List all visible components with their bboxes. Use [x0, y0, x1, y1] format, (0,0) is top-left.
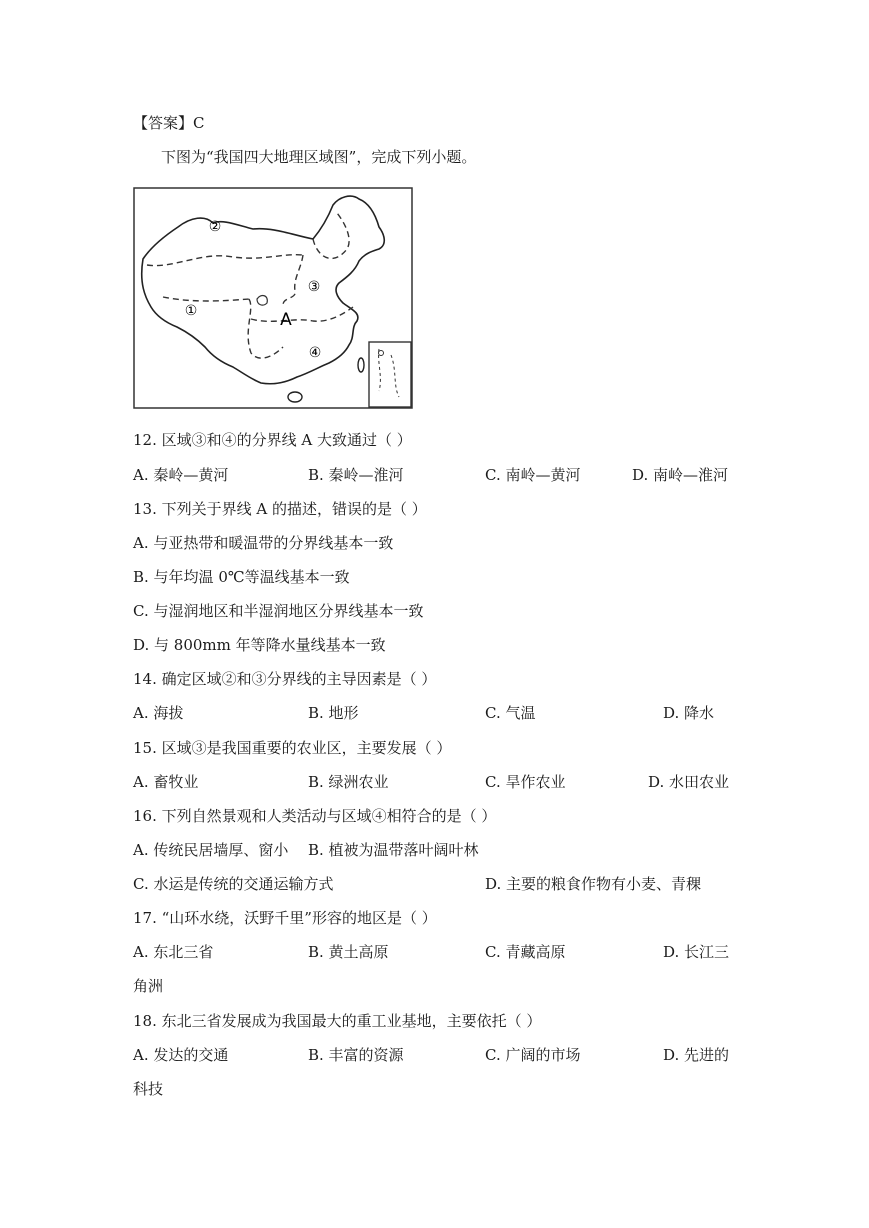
q18-option-d-wrap: 科技	[133, 1080, 164, 1098]
q17-option-d-wrap: 角洲	[133, 977, 164, 995]
q14-option-a: A. 海拔	[133, 704, 184, 722]
q18-option-a: A. 发达的交通	[133, 1046, 229, 1064]
q15-option-b: B. 绿洲农业	[308, 773, 389, 791]
q13-option-d: D. 与 800mm 年等降水量线基本一致	[133, 636, 386, 654]
question-13-stem: 13. 下列关于界线 A 的描述，错误的是（ ）	[133, 500, 427, 518]
question-12-stem: 12. 区域③和④的分界线 A 大致通过（ ）	[133, 431, 412, 449]
question-18-stem: 18. 东北三省发展成为我国最大的重工业基地，主要依托（ ）	[133, 1012, 542, 1030]
q18-option-b: B. 丰富的资源	[308, 1046, 404, 1064]
q13-option-a: A. 与亚热带和暖温带的分界线基本一致	[133, 534, 394, 552]
region-label-2: ②	[208, 219, 222, 235]
q16-option-c: C. 水运是传统的交通运输方式	[133, 875, 334, 893]
q14-option-d: D. 降水	[663, 704, 715, 722]
q12-option-b: B. 秦岭—淮河	[308, 466, 404, 484]
region-label-1: ①	[184, 303, 198, 319]
q17-option-c: C. 青藏高原	[485, 943, 566, 961]
question-15-stem: 15. 区域③是我国重要的农业区，主要发展（ ）	[133, 739, 452, 757]
q15-option-c: C. 旱作农业	[485, 773, 566, 791]
q17-option-d: D. 长江三	[663, 943, 730, 961]
region-label-3: ③	[307, 279, 321, 295]
q18-option-d: D. 先进的	[663, 1046, 730, 1064]
q16-option-a: A. 传统民居墙厚、窗小	[133, 841, 289, 859]
q18-option-c: C. 广阔的市场	[485, 1046, 581, 1064]
q17-option-a: A. 东北三省	[133, 943, 214, 961]
q16-option-d: D. 主要的粮食作物有小麦、青稞	[485, 875, 702, 893]
q13-option-b: B. 与年均温 0℃等温线基本一致	[133, 568, 350, 586]
question-16-stem: 16. 下列自然景观和人类活动与区域④相符合的是（ ）	[133, 807, 497, 825]
q15-option-a: A. 畜牧业	[133, 773, 199, 791]
q12-option-c: C. 南岭—黄河	[485, 466, 581, 484]
answer-line: 【答案】C	[133, 114, 205, 132]
q15-option-d: D. 水田农业	[648, 773, 730, 791]
q13-option-c: C. 与湿润地区和半湿润地区分界线基本一致	[133, 602, 424, 620]
question-17-stem: 17. “山环水绕，沃野千里”形容的地区是（ ）	[133, 909, 437, 927]
q14-option-c: C. 气温	[485, 704, 536, 722]
q16-option-b: B. 植被为温带落叶阔叶林	[308, 841, 479, 859]
question-14-stem: 14. 确定区域②和③分界线的主导因素是（ ）	[133, 670, 437, 688]
intro-text: 下图为“我国四大地理区域图”，完成下列小题。	[161, 148, 477, 166]
region-label-4: ④	[308, 345, 322, 361]
china-regions-map	[133, 187, 413, 409]
q12-option-d: D. 南岭—淮河	[632, 466, 729, 484]
q12-option-a: A. 秦岭—黄河	[133, 466, 229, 484]
boundary-label-a: A	[280, 310, 292, 330]
q17-option-b: B. 黄土高原	[308, 943, 389, 961]
q14-option-b: B. 地形	[308, 704, 359, 722]
